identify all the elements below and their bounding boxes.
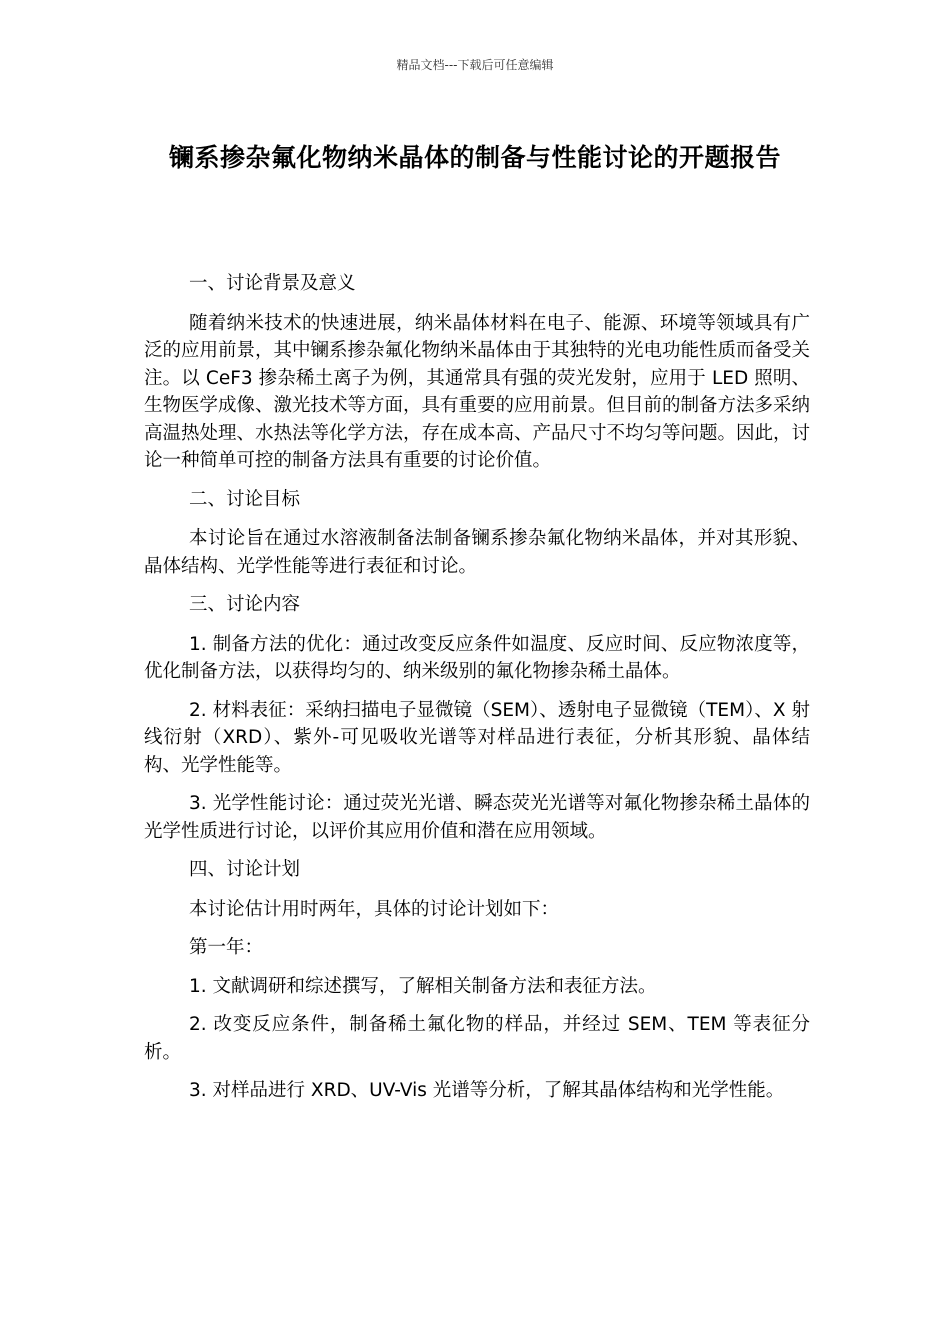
document-title: 镧系掺杂氟化物纳米晶体的制备与性能讨论的开题报告 — [168, 143, 781, 172]
paragraph-plan-year-one: 第一年： — [189, 937, 264, 958]
section-heading-background: 一、讨论背景及意义 — [189, 273, 356, 294]
paragraph-plan-item-1: 1. 文献调研和综述撰写，了解相关制备方法和表征方法。 — [189, 975, 657, 997]
section-heading-objectives: 二、讨论目标 — [189, 488, 301, 510]
section-heading-content: 三、讨论内容 — [189, 594, 301, 615]
paragraph-content-item-3: 3. 光学性能讨论：通过荧光光谱、瞬态荧光光谱等对氟化物掺杂稀土晶体的光学性质进行讨论，以评价其应用价值和潜在应用领域。 — [144, 793, 810, 842]
paragraph-background: 随着纳米技术的快速进展，纳米晶体材料在电子、能源、环境等领域具有广泛的应用前景，其中镧系掺杂氟化物纳米晶体由于其独特的光电功能性质而备受关注。以 CeF3 掺杂稀土离子为例，其通常具有强的荧光发射，应用于 LED 照明、生物医学成像、激光技术等方面，具有重要的应用前景。但目前的制备方法多采纳高温热处理、水热法等化学方法，存在成本高、产品尺寸不均匀等问题。因此，讨论一种简单可控的制备方法具有重要的讨论价值。 — [144, 312, 811, 471]
paragraph-content-item-2: 2. 材料表征：采纳扫描电子显微镜（SEM）、透射电子显微镜（TEM）、X 射线衍射（XRD）、紫外-可见吸收光谱等对样品进行表征，分析其形貌、晶体结构、光学性能等。 — [144, 699, 810, 776]
page-header-note: 精品文档---下载后可任意编辑 — [396, 58, 554, 72]
paragraph-plan-item-2: 2. 改变反应条件，制备稀土氟化物的样品，并经过 SEM、TEM 等表征分析。 — [144, 1014, 810, 1063]
section-heading-plan: 四、讨论计划 — [189, 859, 301, 880]
paragraph-plan-intro: 本讨论估计用时两年，具体的讨论计划如下： — [189, 898, 560, 920]
paragraph-content-item-1: 1. 制备方法的优化：通过改变反应条件如温度、反应时间、反应物浓度等，优化制备方法，以获得均匀的、纳米级别的氟化物掺杂稀土晶体。 — [144, 633, 810, 682]
paragraph-objectives: 本讨论旨在通过水溶液制备法制备镧系掺杂氟化物纳米晶体，并对其形貌、晶体结构、光学性能等进行表征和讨论。 — [144, 528, 810, 577]
paragraph-plan-item-3: 3. 对样品进行 XRD、UV-Vis 光谱等分析，了解其晶体结构和光学性能。 — [189, 1080, 785, 1101]
document-body — [144, 270, 810, 1116]
